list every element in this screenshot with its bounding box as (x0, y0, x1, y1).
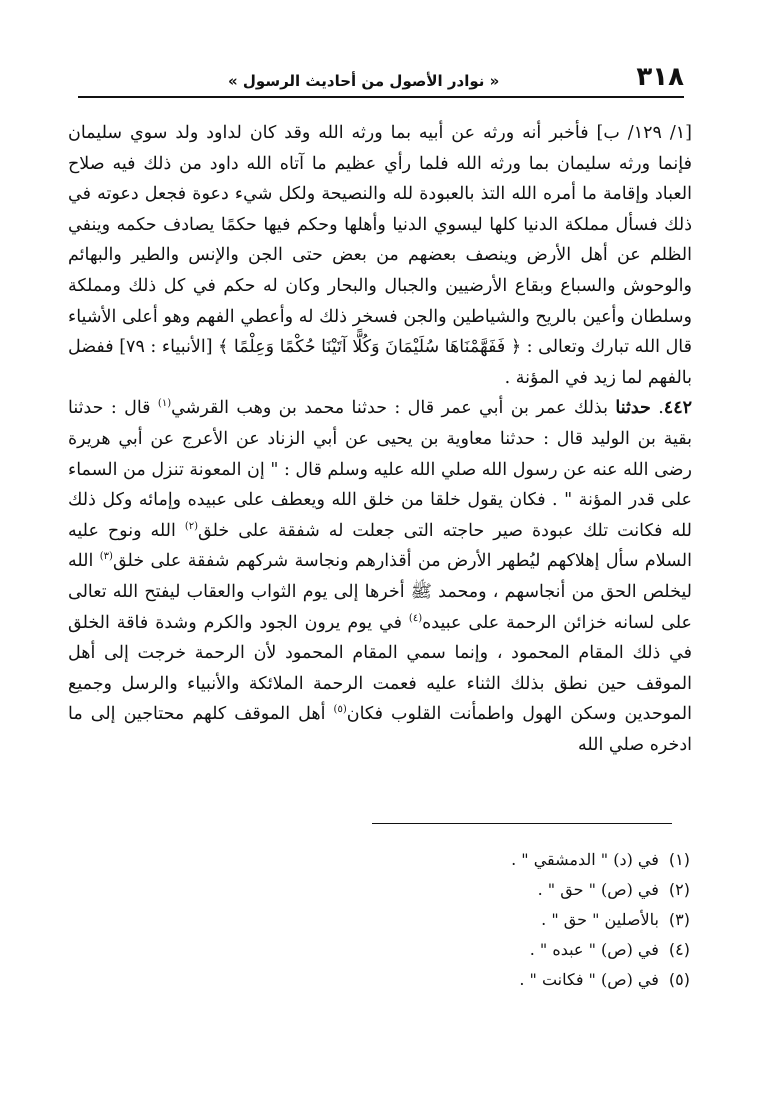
footnote-text: في (ص) " حق " . (537, 880, 659, 899)
hadith-text-d: الله ليخلص الحق من أنجاسهم ، ومحمد ﷺ أخرها إلى يوم الثواب والعقاب ليفتح الله تعالى على لسانه خزائن الرحمة على عبيده (68, 551, 692, 633)
footnote-number: (٣) (668, 910, 690, 929)
hadith-label: حدثنا (615, 398, 651, 419)
footnote-number: (١) (668, 850, 690, 869)
footnote-number: (٤) (668, 940, 690, 959)
hadith-number: ٤٤٢ (663, 398, 692, 419)
footnote-item (300, 935, 690, 965)
hadith-text-a: بذلك عمر بن أبي عمر قال : حدثنا محمد بن وهب القرشي (171, 398, 616, 419)
footnote-text: في (ص) " فكانت " . (519, 970, 659, 989)
hadith-text-b: قال : حدثنا بقية بن الوليد قال : حدثنا معاوية بن يحيى عن أبي الزناد عن الأعرج عن أبي هريرة رضى الله عنه عن رسول الله صلي الله عليه وسلم قال : " إن المعونة تنزل من السماء على قدر المؤنة " . فكان يقول خلقا من خلق الله ويعطف على عبيده وإمائه وكل ذلك لله فكانت تلك عبودة صير حاجته التى جعلت له شفقة على خلق (68, 398, 692, 541)
footnote-item (300, 965, 690, 995)
footnote-ref-4: (٤) (408, 612, 423, 624)
footnote-number: (٢) (668, 880, 690, 899)
footnote-ref-3: (٣) (99, 551, 113, 563)
footnote-item (300, 905, 690, 935)
footnote-text: في (د) " الدمشقي " . (511, 850, 659, 869)
footnote-number: (٥) (668, 970, 690, 989)
footnote-ref-1: (١) (157, 398, 172, 410)
hadith-text-e: في يوم يرون الجود والكرم وشدة فاقة الخلق في ذلك المقام المحمود ، وإنما سمي المقام المحمود لأن الرحمة خرجت إلى أهل الموقف حين نطق بذلك الثناء عليه فعمت الرحمة الملائكة والأنبياء والرسل وجميع الموحدين وسكن الهول واطمأنت القلوب فكان (68, 612, 692, 725)
hadith-text-f: أهل الموقف كلهم محتاجين إلى ما ادخره صلي الله (68, 704, 692, 755)
hadith-text-c: الله ونوح عليه السلام سأل إهلاكهم ليُطهر الأرض من أقذارهم ونجاسة شركهم شفقة على خلق (68, 520, 692, 572)
running-title: « نوادر الأصول من أحاديث الرسول » (228, 72, 500, 90)
paragraph-intro: [١/ ١٢٩/ ب] فأخبر أنه ورثه عن أبيه بما ورثه الله وقد كان لداود ولد سوي سليمان فإنما ورثه سليمان بما ورثه الله فلما رأي عظيم ما آتاه الله داود من ذلك فيه صلاح العباد وإقامة ما أمره الله التذ بالعبودة لله والنصيحة ولكل شيء دعوة فجعل دعوته في ذلك فسأل مملكة الدنيا كلها ليسوي الدنيا وأهلها وحكم فيها حكمًا يصادف حكمه وينفي الظلم عن أهل الأرض وينصف بعضهم من بعض حتى الجن والإنس والطير والبهائم والوحوش والسباع وبقاع الأرضيين والجبال والبحار وكان له حكم في كل ذلك ومملكة وسلطان وأعين بالريح والشياطين والجن فسخر ذلك له وأعطي الفهم وهو أعلى الأشياء قال الله تبارك وتعالى : ﴿ فَفَهَّمْنَاهَا سُلَيْمَانَ وَكُلًّا آتَيْنَا حُكْمًا وَعِلْمًا ﴾ [الأنبياء : ٧٩] ففضل بالفهم لما زيد في المؤنة . (68, 123, 692, 388)
page-header (78, 62, 684, 98)
footnote-ref-2: (٢) (184, 520, 199, 532)
footnote-divider (372, 823, 672, 824)
main-text (68, 118, 692, 760)
page-number: ٣١٨ (636, 62, 684, 92)
footnote-item (300, 845, 690, 875)
footnote-ref-5: (٥) (333, 704, 347, 716)
footnote-text: في (ص) " عبده " . (529, 940, 659, 959)
footnote-item (300, 875, 690, 905)
footnote-text: بالأصلين " حق " . (541, 910, 659, 929)
paragraph-hadith: ٤٤٢. حدثنا بذلك عمر بن أبي عمر قال : حدثنا محمد بن وهب القرشي$^{(١)}$ قال : حدثنا بقية بن الوليد قال : حدثنا معاوية بن يحيى عن أبي الزناد عن الأعرج عن أبي هريرة رضى الله عنه عن رسول الله صلي الله عليه وسلم قال : " إن المعونة تنزل من السماء على قدر المؤنة " . فكان يقول خلقا من خلق الله ويعطف على عبيده وإمائه وكل ذلك لله فكانت تلك عبودة صير حاجته التى جعلت له شفقة على خلق$^{(٢)}$ الله ونوح عليه السلام سأل إهلاكهم ليُطهر الأرض من أقذارهم ونجاسة شركهم شفقة على خلق$^{(٣)}$ الله ليخلص الحق من أنجاسهم ، ومحمد ﷺ أخرها إلى يوم الثواب والعقاب ليفتح الله تعالى على لسانه خزائن الرحمة على عبيده$^{(٤)}$ في يوم يرون الجود والكرم وشدة فاقة الخلق في ذلك المقام المحمود ، وإنما سمي المقام المحمود لأن الرحمة خرجت إلى أهل الموقف حين نطق بذلك الثناء عليه فعمت الرحمة الملائكة والأنبياء والرسل وجميع الموحدين وسكن الهول واطمأنت القلوب فكان$^{(٥)}$ أهل الموقف كلهم محتاجين إلى ما ادخره صلي الله (68, 398, 692, 755)
footnotes-list (300, 845, 690, 995)
